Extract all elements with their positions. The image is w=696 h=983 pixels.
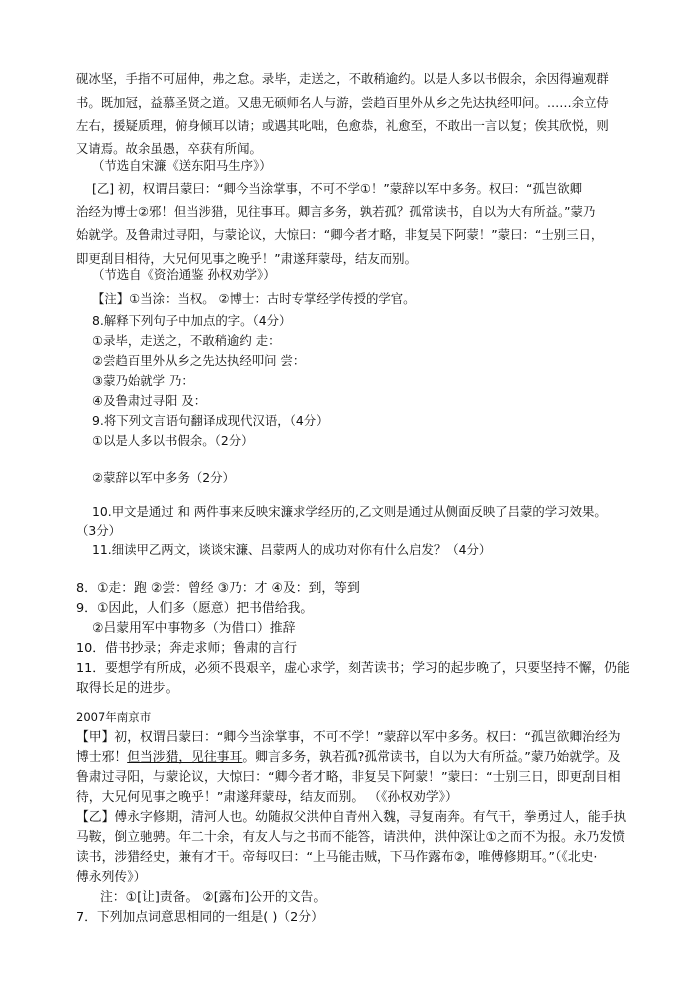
passage-yi-line: 傅永列传》） <box>76 870 147 885</box>
question-9: 9.将下列文言语句翻译成现代汉语，（4分） <box>92 413 329 428</box>
question-9-2: ②蒙辞以军中多务（2分） <box>92 470 235 485</box>
section-note: 注：①[让]责备。 ②[露布]公开的文告。 <box>100 890 327 905</box>
question-10-score: （3分） <box>76 523 122 538</box>
passage-a-line: 书。既加冠，益慕圣贤之道。又患无硕师名人与游，尝趋百里外从乡之先达执经叩问。……余立侍 <box>76 95 609 110</box>
question-8: 8.解释下列句子中加点的字。（4分） <box>92 313 292 328</box>
passage-jia-line: 待，大兄何见事之晚乎！”肃遂拜蒙母，结友而别。 （《孙权劝学》） <box>76 790 458 805</box>
section-heading: 2007年南京市 <box>76 710 152 724</box>
notes: 【注】①当涂：当权。 ②博士：古时专掌经学传授的学官。 <box>92 291 416 306</box>
passage-b-line: 即更刮目相待，大兄何见事之晚乎！”肃遂拜蒙母，结友而别。 <box>76 251 417 266</box>
answer-11: 11．要想学有所成，必须不畏艰辛，虚心求学，刻苦读书；学习的起步晚了，只要坚持不懈，仍能 <box>76 661 630 676</box>
question-11: 11.细读甲乙两文，谈谈宋濂、吕蒙两人的成功对你有什么启发？（4分） <box>92 542 492 557</box>
passage-jia-line: 鲁肃过寻阳，与蒙论议，大惊曰：“卿今者才略，非复吴下阿蒙！”蒙曰：“士别三日，即更刮目相 <box>76 770 621 785</box>
passage-jia-text: 。卿言多务，孰若孤?孤常读书，自以为大有所益。”蒙乃始就学。及 <box>242 750 621 765</box>
passage-yi-line: 读书，涉猎经史，兼有才干。帝每叹曰：“上马能击贼，下马作露布②，唯傅修期耳。”（《北史· <box>76 850 598 865</box>
passage-jia-text: 博士邪！ <box>76 750 128 765</box>
question-8-item: ②尝趋百里外从乡之先达执经叩问 尝： <box>92 353 306 368</box>
passage-b-line: 治经为博士②邪！但当涉猎，见往事耳。卿言多务，孰若孤？孤常读书，自以为大有所益。”蒙乃 <box>76 204 596 219</box>
answer-11: 取得长足的进步。 <box>76 681 179 696</box>
answer-9-2: ②吕蒙用军中事物多（为借口）推辞 <box>92 621 296 636</box>
answer-9-1: 9．①因此，人们多（愿意）把书借给我。 <box>76 601 314 616</box>
passage-jia-line: 【甲】初，权谓吕蒙曰：“卿今当涂掌事，不可不学！”蒙辞以军中多务。权曰：“孤岂欲卿治经为 <box>76 730 621 745</box>
passage-yi-line: 【乙】傅永字修期，清河人也。幼随叔父洪仲自青州入魏，寻复南奔。有气干，拳勇过人，能手执 <box>76 810 627 825</box>
question-8-item: ①录毕，走送之，不敢稍逾约 走： <box>92 333 281 348</box>
question-9-1: ①以是人多以书假余。（2分） <box>92 433 254 448</box>
passage-a-source: （节选自宋濂《送东阳马生序》） <box>92 158 272 173</box>
passage-a-line: 又请焉。故余虽愚，卒获有所闻。 <box>76 141 262 156</box>
passage-yi-line: 马鞍，倒立驰骋。年二十余，有友人与之书而不能答，请洪仲，洪仲深让①之而不为报。永乃发愤 <box>76 830 625 845</box>
question-8-item: ④及鲁肃过寻阳 及： <box>92 393 207 408</box>
question-8-item: ③蒙乃始就学 乃： <box>92 373 194 388</box>
passage-a-line: 左右，援疑质理，俯身倾耳以请；或遇其叱咄，色愈恭，礼愈至，不敢出一言以复；俟其欣悦，则 <box>76 118 609 133</box>
passage-jia-line <box>76 749 636 767</box>
passage-a-line: 砚冰坚，手指不可屈伸，弗之怠。录毕，走送之，不敢稍逾约。以是人多以书假余，余因得遍观群 <box>76 71 609 86</box>
passage-b-line: 始就学。及鲁肃过寻阳，与蒙论议，大惊曰：“卿今者才略，非复吴下阿蒙！”蒙曰：“士别三日， <box>76 227 604 242</box>
underlined-phrase: 但当涉猎，见往事耳 <box>127 750 243 765</box>
answer-10: 10．借书抄录；奔走求师；鲁肃的言行 <box>76 641 298 656</box>
passage-b-line: [乙] 初，权谓吕蒙曰：“卿今当涂掌事，不可不学①！”蒙辞以军中多务。权曰：“孤岂欲卿 <box>92 181 583 196</box>
passage-b-source: （节选自《资治通鉴 孙权劝学》） <box>92 267 276 282</box>
answer-8: 8．①走：跑 ②尝：曾经 ③乃：才 ④及：到，等到 <box>76 581 360 596</box>
question-10: 10.甲文是通过 和 两件事来反映宋濂求学经历的,乙文则是通过从侧面反映了吕蒙的学习效果。 <box>92 504 607 519</box>
question-7: 7．下列加点词意思相同的一组是( )（2分） <box>76 910 324 925</box>
